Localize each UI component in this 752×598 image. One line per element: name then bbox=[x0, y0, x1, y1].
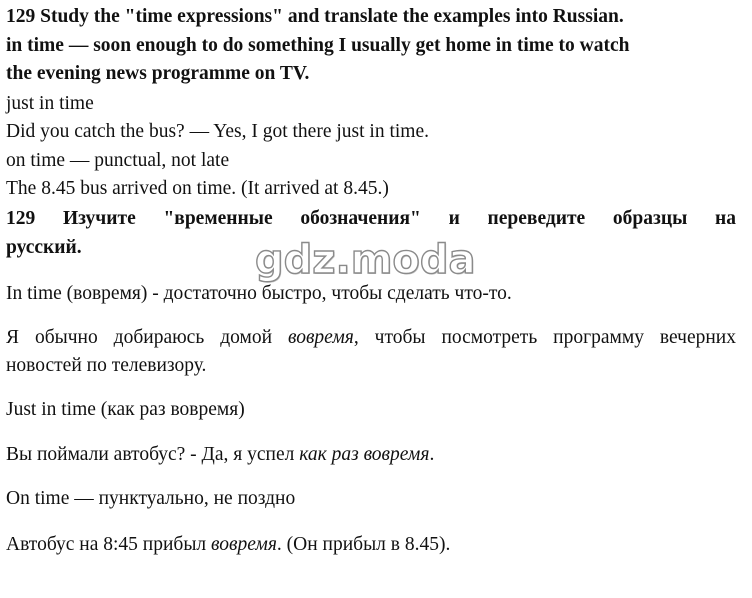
example-1-italic-term: вовремя bbox=[287, 327, 354, 348]
example-2-translation bbox=[6, 443, 434, 467]
example-1-text-after: , чтобы посмотреть программу вечерних bbox=[353, 327, 736, 348]
example-2-text-after: . bbox=[429, 444, 435, 465]
on-time-example-english: The 8.45 bus arrived on time. (It arrived at 8.45.) bbox=[6, 178, 389, 199]
just-in-time-translation: Just in time (как раз вовремя) bbox=[6, 399, 245, 420]
english-heading: 129 Study the "time expressions" and translate the examples into Russian. bbox=[6, 6, 624, 27]
on-time-definition: on time — punctual, not late bbox=[6, 150, 230, 171]
example-3-translation bbox=[6, 533, 450, 557]
example-3-italic-term: вовремя bbox=[211, 534, 277, 555]
bus-example-english: Did you catch the bus? — Yes, I got there just in time. bbox=[6, 121, 429, 142]
example-3-text-after: . (Он прибыл в 8.45). bbox=[276, 534, 451, 555]
example-1-translation-line-2: новостей по телевизору. bbox=[6, 355, 207, 376]
in-time-definition-line-2: the evening news programme on TV. bbox=[6, 63, 310, 84]
watermark-logo: gdz.moda bbox=[255, 237, 476, 283]
example-3-text-before: Автобус на 8:45 прибыл bbox=[6, 534, 212, 555]
example-2-italic-term: как раз вовремя bbox=[299, 444, 430, 465]
russian-heading-line-1: 129 Изучите "временные обозначения" и переведите образцы на bbox=[6, 208, 736, 229]
russian-heading-line-2: русский. bbox=[6, 237, 82, 258]
example-1-text-before: Я обычно добираюсь домой bbox=[6, 327, 288, 348]
in-time-definition-line-1: in time — soon enough to do something I usually get home in time to watch bbox=[6, 35, 630, 56]
just-in-time-term: just in time bbox=[6, 93, 94, 114]
example-2-text-before: Вы поймали автобус? - Да, я успел bbox=[6, 444, 300, 465]
in-time-translation: In time (вовремя) - достаточно быстро, чтобы сделать что-то. bbox=[6, 283, 512, 304]
example-1-translation-line-1 bbox=[6, 326, 736, 350]
on-time-translation: On time — пунктуально, не поздно bbox=[6, 488, 296, 509]
